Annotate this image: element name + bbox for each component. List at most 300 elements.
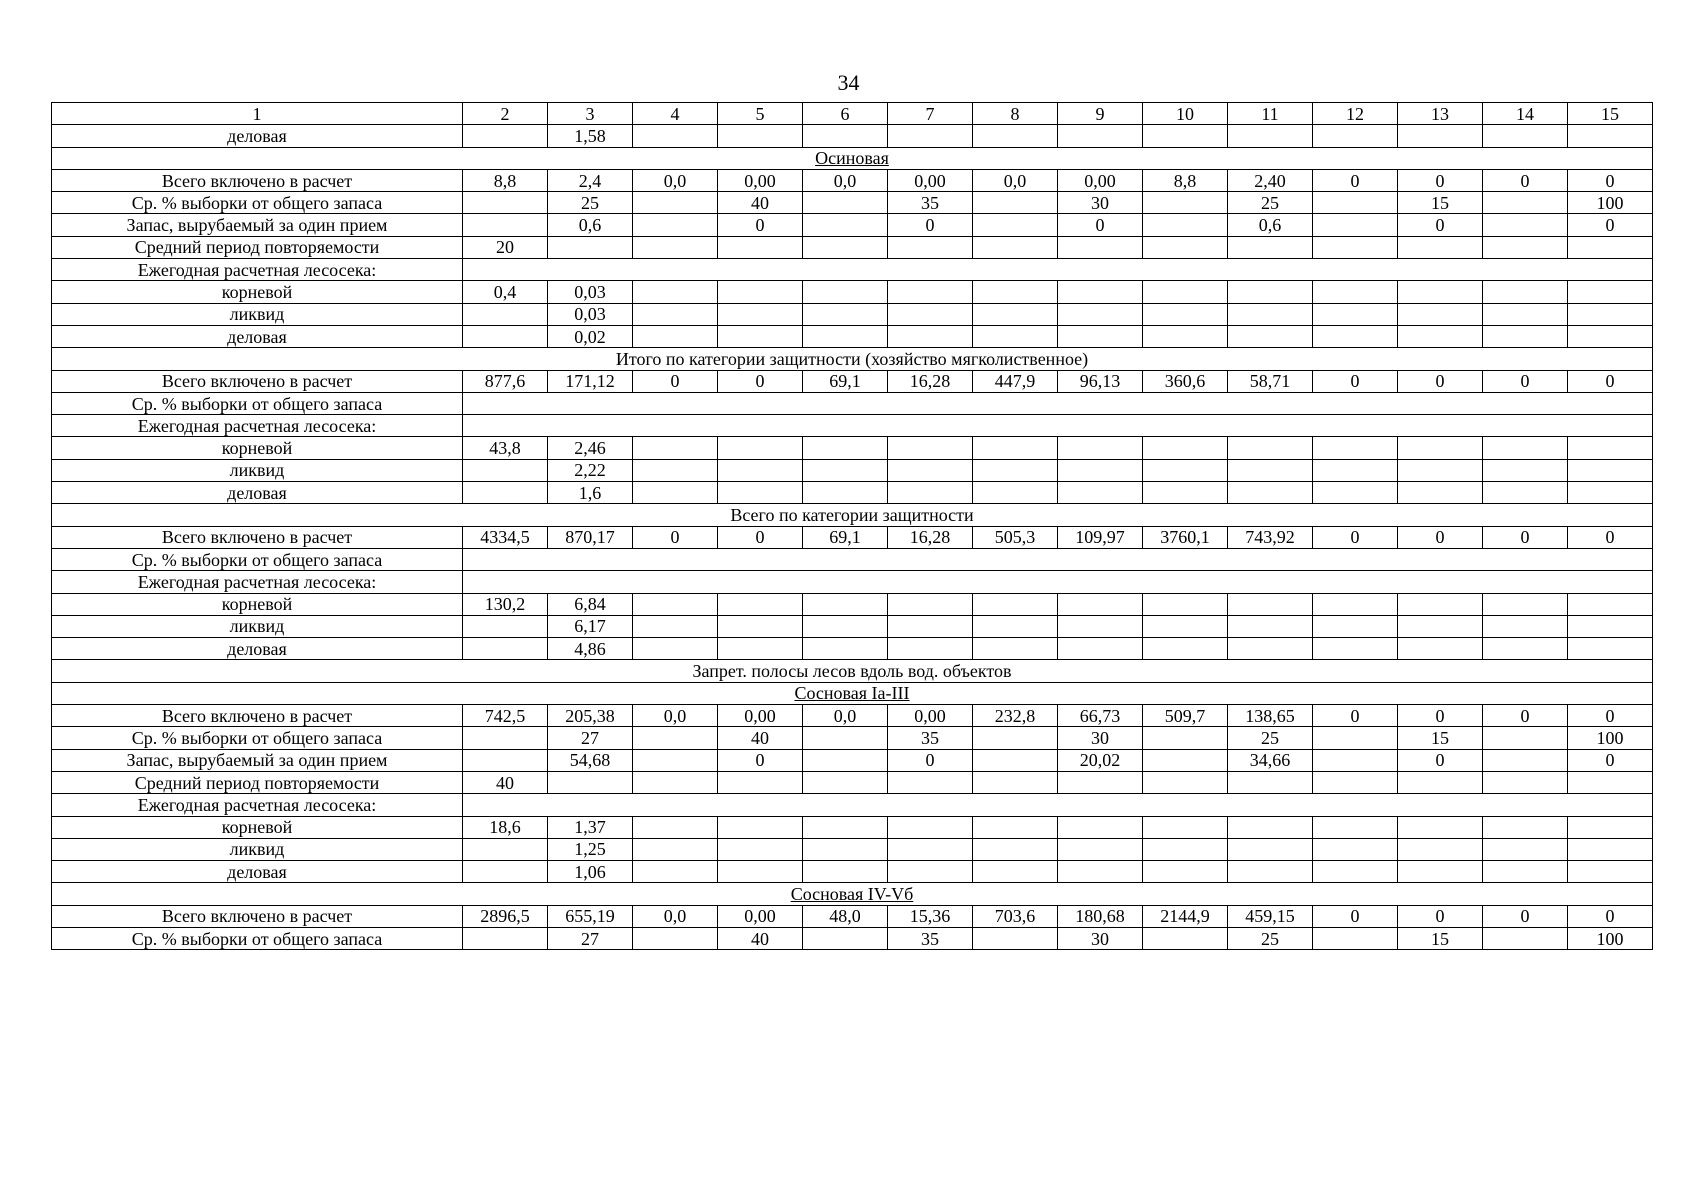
value-cell — [633, 861, 718, 883]
value-cell — [1313, 861, 1398, 883]
row-label: Всего включено в расчет — [52, 705, 463, 727]
value-cell — [1313, 459, 1398, 481]
value-cell — [1313, 927, 1398, 949]
row-label: Ежегодная расчетная лесосека: — [52, 415, 463, 437]
value-cell — [1143, 437, 1228, 459]
value-cell: 743,92 — [1228, 526, 1313, 548]
value-cell: 0,6 — [1228, 214, 1313, 236]
value-cell — [803, 927, 888, 949]
value-cell — [888, 638, 973, 660]
value-cell: 0 — [1568, 169, 1653, 191]
table-row — [52, 548, 1653, 570]
value-cell — [1228, 325, 1313, 347]
row-label: Средний период повторяемости — [52, 236, 463, 258]
value-cell — [463, 482, 548, 504]
value-cell: 505,3 — [973, 526, 1058, 548]
value-cell: 8,8 — [463, 169, 548, 191]
value-cell: 0,0 — [973, 169, 1058, 191]
section-title: Запрет. полосы лесов вдоль вод. объектов — [52, 660, 1653, 682]
value-cell: 0 — [1483, 370, 1568, 392]
value-cell — [1313, 125, 1398, 147]
table-row — [52, 861, 1653, 883]
value-cell: 205,38 — [548, 705, 633, 727]
value-cell — [1313, 593, 1398, 615]
value-cell: 25 — [548, 192, 633, 214]
value-cell: 66,73 — [1058, 705, 1143, 727]
value-cell — [1143, 192, 1228, 214]
value-cell — [1398, 325, 1483, 347]
table-row — [52, 638, 1653, 660]
value-cell — [1228, 303, 1313, 325]
value-cell — [1143, 638, 1228, 660]
value-cell — [1313, 281, 1398, 303]
empty-merged-cell — [463, 548, 1653, 570]
value-cell: 34,66 — [1228, 749, 1313, 771]
value-cell: 35 — [888, 927, 973, 949]
value-cell: 0,0 — [803, 705, 888, 727]
value-cell — [1058, 325, 1143, 347]
value-cell: 447,9 — [973, 370, 1058, 392]
value-cell — [633, 236, 718, 258]
value-cell — [1568, 482, 1653, 504]
value-cell — [1398, 638, 1483, 660]
row-label: корневой — [52, 281, 463, 303]
row-label: ликвид — [52, 615, 463, 637]
value-cell — [803, 437, 888, 459]
value-cell — [548, 771, 633, 793]
value-cell — [1568, 325, 1653, 347]
value-cell — [1143, 281, 1228, 303]
row-label: Ежегодная расчетная лесосека: — [52, 259, 463, 281]
value-cell — [1313, 325, 1398, 347]
value-cell: 15,36 — [888, 905, 973, 927]
section-header-row — [52, 504, 1653, 526]
value-cell — [1058, 861, 1143, 883]
value-cell: 15 — [1398, 727, 1483, 749]
value-cell — [718, 437, 803, 459]
section-header-row — [52, 660, 1653, 682]
value-cell: 0 — [1313, 526, 1398, 548]
value-cell — [463, 838, 548, 860]
row-label: Всего включено в расчет — [52, 526, 463, 548]
value-cell — [1058, 593, 1143, 615]
value-cell: 0 — [1313, 169, 1398, 191]
table-row — [52, 816, 1653, 838]
value-cell — [1398, 771, 1483, 793]
value-cell — [718, 459, 803, 481]
value-cell — [718, 325, 803, 347]
value-cell — [1058, 437, 1143, 459]
value-cell — [1228, 437, 1313, 459]
table-row — [52, 236, 1653, 258]
value-cell — [633, 325, 718, 347]
value-cell: 232,8 — [973, 705, 1058, 727]
value-cell — [888, 861, 973, 883]
value-cell — [888, 771, 973, 793]
section-title: Сосновая IV-Vб — [52, 883, 1653, 905]
row-label: Всего включено в расчет — [52, 905, 463, 927]
row-label: деловая — [52, 638, 463, 660]
value-cell — [718, 638, 803, 660]
table-row — [52, 325, 1653, 347]
value-cell — [1143, 771, 1228, 793]
table-row — [52, 571, 1653, 593]
value-cell: 69,1 — [803, 526, 888, 548]
row-label: ликвид — [52, 459, 463, 481]
value-cell: 0 — [1058, 214, 1143, 236]
value-cell — [1398, 303, 1483, 325]
value-cell — [718, 281, 803, 303]
value-cell — [1313, 816, 1398, 838]
value-cell — [973, 593, 1058, 615]
value-cell: 0 — [718, 526, 803, 548]
value-cell: 2,22 — [548, 459, 633, 481]
value-cell: 0 — [1313, 905, 1398, 927]
value-cell: 25 — [1228, 727, 1313, 749]
value-cell — [633, 437, 718, 459]
value-cell — [1483, 459, 1568, 481]
value-cell — [973, 482, 1058, 504]
value-cell — [1568, 125, 1653, 147]
value-cell — [973, 303, 1058, 325]
value-cell — [1058, 281, 1143, 303]
value-cell: 109,97 — [1058, 526, 1143, 548]
value-cell — [463, 303, 548, 325]
value-cell: 0 — [1483, 169, 1568, 191]
row-label: ликвид — [52, 838, 463, 860]
value-cell — [1058, 838, 1143, 860]
value-cell: 30 — [1058, 192, 1143, 214]
table-row — [52, 303, 1653, 325]
column-number-cell: 15 — [1568, 103, 1653, 125]
value-cell — [1398, 459, 1483, 481]
value-cell: 4334,5 — [463, 526, 548, 548]
value-cell: 25 — [1228, 927, 1313, 949]
value-cell: 40 — [718, 927, 803, 949]
column-number-cell: 1 — [52, 103, 463, 125]
value-cell — [1483, 749, 1568, 771]
value-cell — [463, 125, 548, 147]
section-header-row — [52, 348, 1653, 370]
value-cell — [1568, 593, 1653, 615]
value-cell: 0,00 — [718, 169, 803, 191]
value-cell — [1058, 459, 1143, 481]
value-cell: 0,00 — [888, 169, 973, 191]
value-cell — [718, 303, 803, 325]
value-cell: 0 — [1398, 169, 1483, 191]
value-cell: 100 — [1568, 927, 1653, 949]
column-number-cell: 9 — [1058, 103, 1143, 125]
value-cell — [973, 771, 1058, 793]
value-cell — [1228, 125, 1313, 147]
section-title: Сосновая Ia-III — [52, 682, 1653, 704]
value-cell — [1398, 482, 1483, 504]
empty-merged-cell — [463, 415, 1653, 437]
table-row — [52, 794, 1653, 816]
value-cell — [1058, 303, 1143, 325]
value-cell — [973, 749, 1058, 771]
value-cell: 16,28 — [888, 526, 973, 548]
value-cell: 0 — [1398, 749, 1483, 771]
table-row — [52, 749, 1653, 771]
value-cell — [718, 861, 803, 883]
value-cell: 0 — [1568, 749, 1653, 771]
empty-merged-cell — [463, 571, 1653, 593]
table-row — [52, 259, 1653, 281]
value-cell: 742,5 — [463, 705, 548, 727]
row-label: ликвид — [52, 303, 463, 325]
row-label: деловая — [52, 125, 463, 147]
section-header-row — [52, 147, 1653, 169]
value-cell — [1398, 838, 1483, 860]
value-cell: 25 — [1228, 192, 1313, 214]
value-cell: 1,06 — [548, 861, 633, 883]
value-cell: 16,28 — [888, 370, 973, 392]
value-cell: 0 — [1398, 705, 1483, 727]
table-row — [52, 927, 1653, 949]
value-cell — [973, 615, 1058, 637]
value-cell — [718, 482, 803, 504]
value-cell — [718, 615, 803, 637]
value-cell: 35 — [888, 727, 973, 749]
value-cell: 130,2 — [463, 593, 548, 615]
value-cell — [973, 861, 1058, 883]
value-cell — [973, 236, 1058, 258]
value-cell — [888, 459, 973, 481]
value-cell — [1483, 236, 1568, 258]
value-cell: 3760,1 — [1143, 526, 1228, 548]
value-cell — [888, 593, 973, 615]
value-cell — [803, 861, 888, 883]
value-cell: 0,03 — [548, 281, 633, 303]
page-number: 34 — [837, 70, 860, 95]
value-cell: 0 — [1483, 705, 1568, 727]
table-row — [52, 482, 1653, 504]
value-cell — [1483, 325, 1568, 347]
value-cell — [803, 727, 888, 749]
value-cell — [803, 325, 888, 347]
table-row — [52, 192, 1653, 214]
value-cell — [1398, 593, 1483, 615]
value-cell — [1143, 125, 1228, 147]
value-cell: 171,12 — [548, 370, 633, 392]
value-cell: 0 — [1398, 905, 1483, 927]
row-label: деловая — [52, 861, 463, 883]
value-cell — [1143, 816, 1228, 838]
value-cell — [888, 816, 973, 838]
value-cell — [1483, 838, 1568, 860]
value-cell — [633, 838, 718, 860]
value-cell — [463, 749, 548, 771]
value-cell — [463, 638, 548, 660]
row-label: Ср. % выборки от общего запаса — [52, 192, 463, 214]
value-cell — [633, 125, 718, 147]
value-cell: 459,15 — [1228, 905, 1313, 927]
value-cell — [973, 437, 1058, 459]
value-cell — [803, 771, 888, 793]
value-cell: 2,46 — [548, 437, 633, 459]
data-table — [51, 102, 1653, 950]
column-number-cell: 10 — [1143, 103, 1228, 125]
table-row — [52, 392, 1653, 414]
section-title: Итого по категории защитности (хозяйство мягколиственное) — [52, 348, 1653, 370]
table-row — [52, 905, 1653, 927]
value-cell: 877,6 — [463, 370, 548, 392]
table-row — [52, 214, 1653, 236]
value-cell — [973, 927, 1058, 949]
value-cell — [973, 125, 1058, 147]
value-cell — [1058, 771, 1143, 793]
value-cell — [973, 638, 1058, 660]
value-cell — [1398, 816, 1483, 838]
value-cell — [633, 593, 718, 615]
value-cell: 0 — [888, 214, 973, 236]
value-cell — [888, 125, 973, 147]
value-cell — [463, 861, 548, 883]
value-cell — [1228, 482, 1313, 504]
value-cell — [973, 281, 1058, 303]
value-cell — [1228, 593, 1313, 615]
value-cell: 27 — [548, 927, 633, 949]
value-cell: 2144,9 — [1143, 905, 1228, 927]
value-cell — [1568, 638, 1653, 660]
value-cell: 69,1 — [803, 370, 888, 392]
value-cell: 40 — [718, 727, 803, 749]
value-cell — [1143, 482, 1228, 504]
value-cell — [1058, 638, 1143, 660]
value-cell: 180,68 — [1058, 905, 1143, 927]
value-cell: 0 — [633, 526, 718, 548]
value-cell: 0 — [1568, 370, 1653, 392]
value-cell — [888, 236, 973, 258]
value-cell — [1483, 771, 1568, 793]
value-cell: 0,0 — [633, 905, 718, 927]
value-cell — [718, 838, 803, 860]
table-row — [52, 281, 1653, 303]
value-cell — [1313, 727, 1398, 749]
value-cell — [633, 459, 718, 481]
value-cell — [803, 192, 888, 214]
table-row — [52, 593, 1653, 615]
value-cell — [1483, 214, 1568, 236]
value-cell — [1228, 638, 1313, 660]
column-number-row — [52, 103, 1653, 125]
value-cell — [1313, 638, 1398, 660]
value-cell: 8,8 — [1143, 169, 1228, 191]
value-cell: 0 — [1568, 526, 1653, 548]
empty-merged-cell — [463, 794, 1653, 816]
column-number-cell: 7 — [888, 103, 973, 125]
value-cell: 0 — [1313, 370, 1398, 392]
value-cell — [803, 125, 888, 147]
value-cell: 0 — [1313, 705, 1398, 727]
value-cell — [1313, 615, 1398, 637]
value-cell — [973, 816, 1058, 838]
value-cell: 6,17 — [548, 615, 633, 637]
row-label: деловая — [52, 482, 463, 504]
column-number-cell: 11 — [1228, 103, 1313, 125]
value-cell: 6,84 — [548, 593, 633, 615]
column-number-cell: 2 — [463, 103, 548, 125]
value-cell: 1,25 — [548, 838, 633, 860]
value-cell: 0 — [1398, 214, 1483, 236]
value-cell — [463, 927, 548, 949]
value-cell: 0 — [888, 749, 973, 771]
value-cell — [463, 192, 548, 214]
value-cell: 0,00 — [718, 705, 803, 727]
value-cell: 0,00 — [1058, 169, 1143, 191]
value-cell — [1568, 281, 1653, 303]
value-cell — [803, 593, 888, 615]
section-title: Всего по категории защитности — [52, 504, 1653, 526]
value-cell — [1483, 437, 1568, 459]
value-cell: 655,19 — [548, 905, 633, 927]
value-cell: 27 — [548, 727, 633, 749]
value-cell: 40 — [718, 192, 803, 214]
value-cell: 2896,5 — [463, 905, 548, 927]
value-cell: 58,71 — [1228, 370, 1313, 392]
value-cell — [463, 459, 548, 481]
value-cell — [888, 437, 973, 459]
column-number-cell: 13 — [1398, 103, 1483, 125]
table-row — [52, 615, 1653, 637]
table-body — [52, 103, 1653, 950]
value-cell: 0 — [633, 370, 718, 392]
value-cell — [1398, 281, 1483, 303]
value-cell — [803, 459, 888, 481]
value-cell — [633, 927, 718, 949]
row-label: корневой — [52, 593, 463, 615]
value-cell — [1313, 303, 1398, 325]
value-cell — [633, 615, 718, 637]
value-cell — [1313, 214, 1398, 236]
table-row — [52, 125, 1653, 147]
value-cell: 0 — [1483, 905, 1568, 927]
value-cell: 15 — [1398, 927, 1483, 949]
value-cell: 100 — [1568, 727, 1653, 749]
value-cell — [633, 816, 718, 838]
value-cell — [1058, 236, 1143, 258]
value-cell — [1228, 459, 1313, 481]
value-cell — [1228, 281, 1313, 303]
value-cell — [1228, 615, 1313, 637]
section-header-row — [52, 682, 1653, 704]
value-cell: 0 — [1398, 370, 1483, 392]
value-cell — [633, 727, 718, 749]
row-label: Ср. % выборки от общего запаса — [52, 927, 463, 949]
value-cell — [888, 615, 973, 637]
value-cell: 18,6 — [463, 816, 548, 838]
column-number-cell: 6 — [803, 103, 888, 125]
value-cell — [973, 214, 1058, 236]
value-cell — [1568, 615, 1653, 637]
value-cell — [973, 727, 1058, 749]
section-title: Осиновая — [52, 147, 1653, 169]
empty-merged-cell — [463, 392, 1653, 414]
value-cell — [1058, 816, 1143, 838]
value-cell — [803, 214, 888, 236]
section-header-row — [52, 883, 1653, 905]
value-cell — [1143, 214, 1228, 236]
value-cell — [888, 838, 973, 860]
value-cell — [973, 192, 1058, 214]
value-cell — [803, 303, 888, 325]
value-cell — [633, 303, 718, 325]
value-cell — [718, 771, 803, 793]
value-cell — [1143, 236, 1228, 258]
value-cell — [803, 816, 888, 838]
value-cell: 870,17 — [548, 526, 633, 548]
